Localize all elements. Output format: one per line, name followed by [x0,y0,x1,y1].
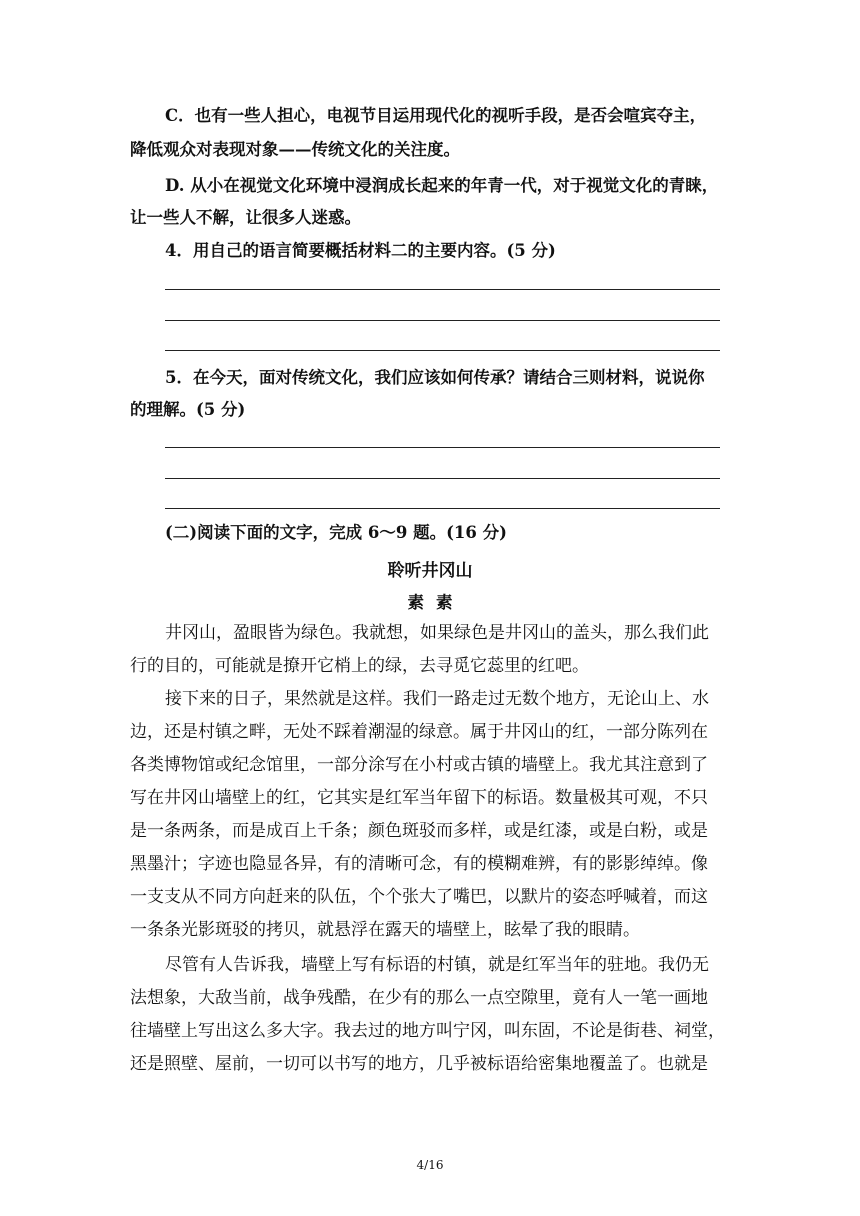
answer-line[interactable] [165,289,720,290]
article-line: 尽管有人告诉我，墙壁上写有标语的村镇，就是红军当年的驻地。我仍无 [165,955,709,975]
article-title: 聆听井冈山 [387,561,473,581]
option-d-line2: 让一些人不解，让很多人迷惑。 [130,208,361,227]
article-line: 接下来的日子，果然就是这样。我们一路走过无数个地方，无论山上、水 [165,689,709,709]
question-5-line2: 的理解。(5 分) [130,400,246,419]
article-line: 黑墨汁；字迹也隐显各异，有的清晰可念，有的模糊难辨，有的影影绰绰。像 [130,854,708,874]
article-line: 边，还是村镇之畔，无处不踩着潮湿的绿意。属于井冈山的红，一部分陈列在 [130,722,708,742]
article-line: 写在井冈山墙壁上的红，它其实是红军当年留下的标语。数量极其可观，不只 [130,788,708,808]
article-line: 往墙壁上写出这么多大字。我去过的地方叫宁冈，叫东固，不论是街巷、祠堂， [130,1021,725,1041]
answer-line[interactable] [165,320,720,321]
article-line: 还是照壁、屋前，一切可以书写的地方，几乎被标语给密集地覆盖了。也就是 [130,1054,708,1074]
option-d-line1: D. 从小在视觉文化环境中浸润成长起来的年青一代，对于视觉文化的青睐， [165,176,719,195]
article-line: 井冈山，盈眼皆为绿色。我就想，如果绿色是井冈山的盖头，那么我们此 [165,623,709,643]
article-author: 素素 [407,593,465,612]
article-line: 法想象，大敌当前，战争残酷，在少有的那么一点空隙里，竟有人一笔一画地 [130,988,708,1008]
option-c-line1: C．也有一些人担心，电视节目运用现代化的视听手段，是否会喧宾夺主， [165,106,707,125]
page-number: 4/16 [416,1158,444,1172]
question-5-line1: 5．在今天，面对传统文化，我们应该如何传承？请结合三则材料，说说你 [165,368,705,387]
section-heading: (二)阅读下面的文字，完成 6～9 题。(16 分) [165,523,507,542]
answer-line[interactable] [165,478,720,479]
article-line: 是一条两条，而是成百上千条；颜色斑驳而多样，或是红漆，或是白粉，或是 [130,821,708,841]
question-4: 4．用自己的语言简要概括材料二的主要内容。(5 分) [165,241,556,260]
answer-line[interactable] [165,447,720,448]
option-c-line2: 降低观众对表现对象——传统文化的关注度。 [130,140,460,159]
article-line: 一支支从不同方向赶来的队伍，个个张大了嘴巴，以默片的姿态呼喊着，而这 [130,887,708,907]
answer-line[interactable] [165,508,720,509]
article-line: 一条条光影斑驳的拷贝，就悬浮在露天的墙壁上，眩晕了我的眼睛。 [130,920,640,940]
article-line: 行的目的，可能就是撩开它梢上的绿，去寻觅它蕊里的红吧。 [130,656,589,676]
answer-line[interactable] [165,350,720,351]
article-line: 各类博物馆或纪念馆里，一部分涂写在小村或古镇的墙壁上。我尤其注意到了 [130,755,708,775]
